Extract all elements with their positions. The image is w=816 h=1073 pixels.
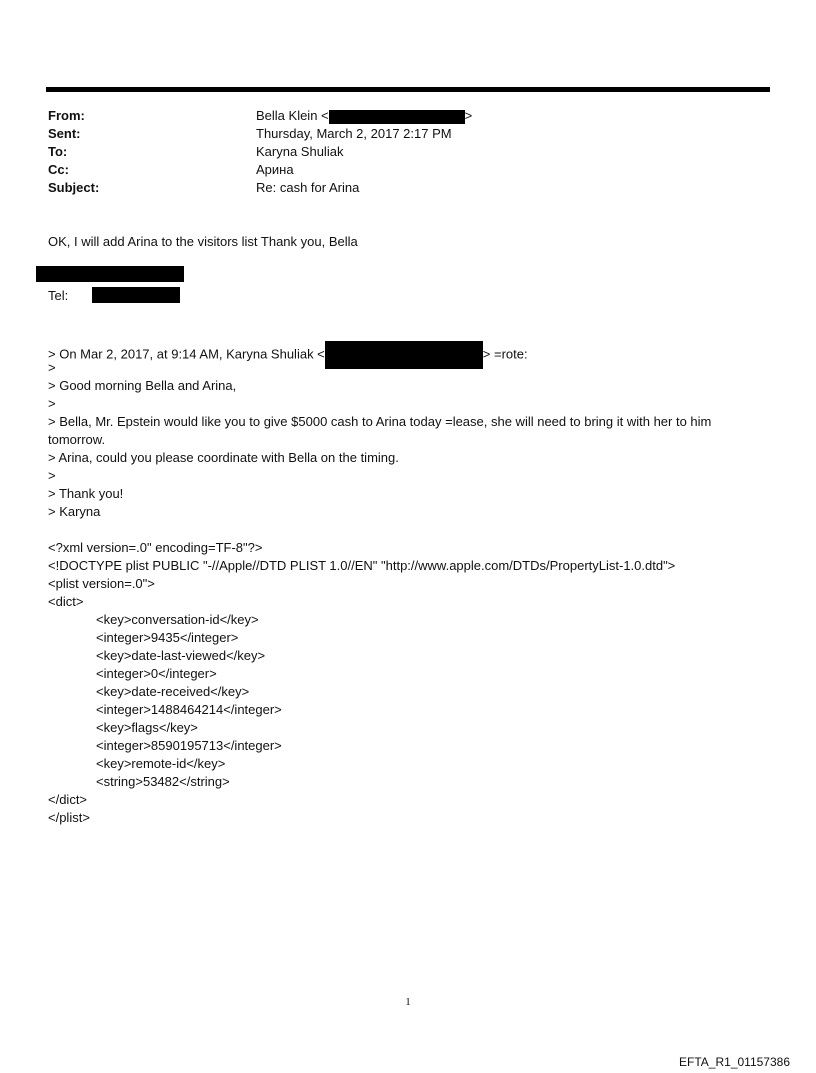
quote-line: >	[48, 396, 56, 411]
cc-label: Cc:	[48, 162, 69, 177]
plist-line: </dict>	[48, 792, 88, 807]
quote-intro-end: > =rote:	[482, 346, 528, 362]
plist-line: <?xml version=.0" encoding=TF-8"?>	[48, 540, 263, 555]
quote-line: > Good morning Bella and Arina,	[48, 378, 237, 393]
quote-intro	[48, 341, 528, 369]
from-value	[256, 107, 472, 125]
quote-line: > Arina, could you please coordinate with Bella on the timing.	[48, 450, 399, 465]
from-name: Bella Klein <	[256, 108, 329, 123]
quote-intro-start: > On Mar 2, 2017, at 9:14 AM, Karyna Shuliak <	[48, 346, 325, 362]
quote-line: >	[48, 360, 56, 375]
plist-line: <integer>8590195713</integer>	[96, 738, 282, 753]
plist-line: <key>conversation-id</key>	[96, 612, 259, 627]
subject-value: Re: cash for Arina	[256, 180, 360, 195]
quote-line: > Bella, Mr. Epstein would like you to give $5000 cash to Arina today =lease, she will need to bring it with her to him tomorrow.	[48, 414, 712, 447]
quote-line: > Thank you!	[48, 486, 124, 501]
redacted-quote-email	[325, 341, 483, 369]
plist-line: <key>date-received</key>	[96, 684, 250, 699]
from-label: From:	[48, 108, 85, 123]
to-label: To:	[48, 144, 68, 159]
header-rule	[46, 87, 770, 92]
quote-line: >	[48, 468, 56, 483]
sent-label: Sent:	[48, 126, 81, 141]
plist-line: <!DOCTYPE plist PUBLIC "-//Apple//DTD PLIST 1.0//EN" "http://www.apple.com/DTDs/PropertyList-1.0.dtd">	[48, 558, 676, 573]
plist-line: <key>flags</key>	[96, 720, 198, 735]
plist-line: <key>remote-id</key>	[96, 756, 226, 771]
quote-line: > Karyna	[48, 504, 101, 519]
sent-value: Thursday, March 2, 2017 2:17 PM	[256, 126, 452, 141]
to-value: Karyna Shuliak	[256, 144, 344, 159]
plist-line: </plist>	[48, 810, 90, 825]
document-id: EFTA_R1_01157386	[679, 1055, 790, 1069]
page-number: 1	[405, 996, 411, 1008]
plist-line: <key>date-last-viewed</key>	[96, 648, 266, 663]
cc-value: Арина	[256, 162, 294, 177]
from-value-end: >	[464, 108, 473, 123]
reply-text: OK, I will add Arina to the visitors list Thank you, Bella	[48, 234, 358, 249]
subject-label: Subject:	[48, 180, 100, 195]
redacted-phone	[92, 287, 180, 303]
plist-line: <integer>0</integer>	[96, 666, 217, 681]
tel-label: Tel:	[48, 288, 69, 303]
plist-line: <plist version=.0">	[48, 576, 155, 591]
redacted-signature	[36, 266, 184, 282]
plist-line: <integer>9435</integer>	[96, 630, 239, 645]
redacted-email	[329, 110, 465, 124]
plist-line: <dict>	[48, 594, 84, 609]
plist-line: <integer>1488464214</integer>	[96, 702, 282, 717]
plist-line: <string>53482</string>	[96, 774, 230, 789]
